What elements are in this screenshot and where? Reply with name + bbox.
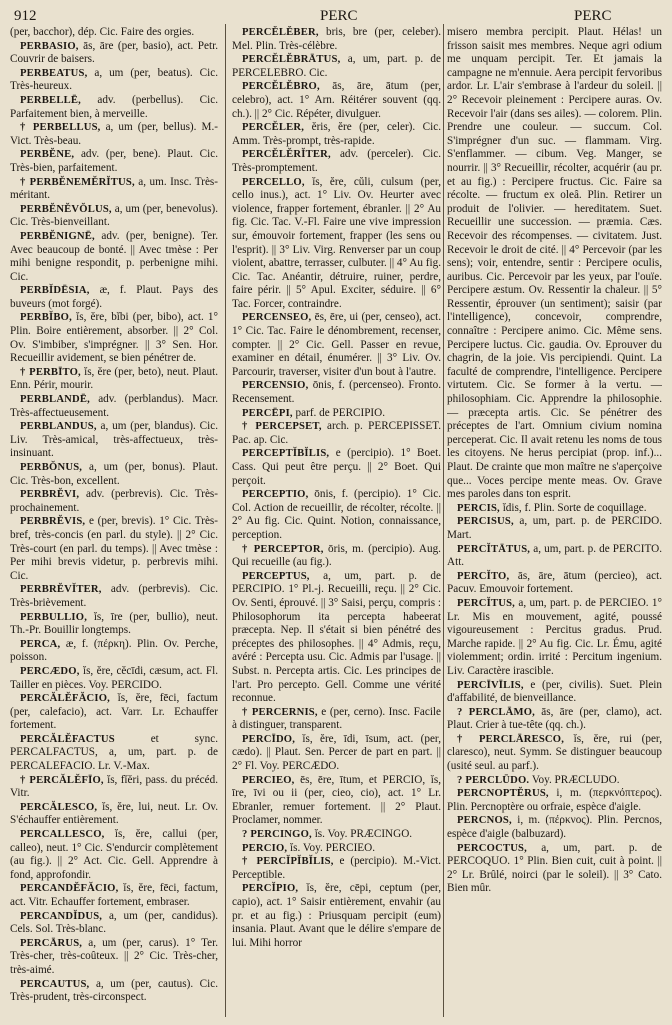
entry-headword: PERCNOS,: [457, 815, 512, 827]
dictionary-entry: [10, 611, 218, 638]
dictionary-entry: [232, 706, 441, 733]
entry-headword: PERCENSIO,: [242, 380, 309, 392]
dictionary-entry: [10, 978, 218, 1005]
entry-definition: ās, āre, ātum (per, celebro), act. 1° Arn. Réitérer souvent (qq. ch.). || 2° Cic. Répéter, divulguer.: [232, 80, 441, 120]
entry-headword: † PERBELLUS,: [20, 122, 101, 134]
entry-headword: ? PERCINGO,: [242, 829, 312, 841]
entry-definition: a, um (per, candidus). Cels. Sol. Très-blanc.: [10, 909, 218, 936]
dictionary-entry: [10, 638, 218, 665]
entry-headword: PERBĔNIGNĒ,: [20, 230, 95, 242]
entry-definition: e (per, brevis). 1° Cic. Très-bref, très-concis (en parl. du style). || 2° Cic. Très-court (en parl. du temps). || Avec tmèse : Per mihi brevis videtur, p. perbrevis mihi. Cic.: [10, 515, 218, 582]
entry-headword: PERCEPTUS,: [242, 570, 310, 582]
entry-headword: PERCĂLĔFĂCIO,: [20, 693, 111, 705]
dictionary-entry: [232, 882, 441, 950]
entry-definition: ĭs, ĕre, cēpi, ceptum (per, capio), act. 1° Saisir entièrement, envahir (au pr. et au fig.) : Priusquam percipit (eum) insania. Plaut. Avant que le délire s'empare de lui. Mihi horror: [232, 882, 441, 949]
entry-definition: adv. (perbrevis). Cic. Très-prochainement.: [10, 488, 218, 514]
entry-definition: a, um (per, bonus). Plaut. Cic. Très-bon, excellent.: [10, 461, 218, 487]
entry-headword: PERCÆDO,: [20, 665, 80, 677]
entry-headword: PERCEPTĬBĬLIS,: [242, 448, 330, 460]
entry-definition: a, um, part. p. de PERCOQUO. 1° Plin. Bien cuit, cuit à point. || 2° Lr. Brûlé, noirci (par le soleil). || 3° Cato. Bien mûr.: [447, 841, 662, 895]
entry-definition: a, um (per, bellus). M.-Vict. Très-beau.: [10, 121, 218, 147]
entry-definition: a, um, part. p. de PERCIPIO. 1° Pl.-j. Recueilli, reçu. || 2° Cic. Ov. Senti, éprouvé. || 3° Saisi, perçu, compris : Philosophorum ita percepta habeerat præcepta. Nep. Il s'était si bien pénétré des préceptes des philosophes. || 4° Admis, reçu, avéré : Percepta usu. Cic. Admis par l'usage. || Subst. n. Percepta artis. Cic. Les principes de l'art. Pro percepto. Gell. Comme une vérité reconnue.: [232, 569, 441, 705]
entry-headword: PERCĬTĀTUS,: [457, 543, 531, 555]
entry-definition: ōnis, f. (percipio). 1° Cic. Col. Action de recueillir, de récolter, récolte. || 2° Au fig. Cic. Quint. Notion, connaissance, perception.: [232, 488, 441, 541]
entry-definition: æ, f. (πέρκη). Plin. Ov. Perche, poisson.: [10, 637, 218, 664]
entry-definition: a, um, part. p. de PERCITO. Att.: [447, 542, 662, 569]
entry-headword: ? PERCLĀMO,: [457, 706, 536, 718]
dictionary-entry: [232, 80, 441, 121]
dictionary-entry: [232, 26, 441, 53]
entry-definition: ĭs. Voy. PRÆCINGO.: [311, 828, 413, 841]
dictionary-entry: [447, 706, 662, 733]
dictionary-entry: [10, 488, 218, 515]
dictionary-entry: [447, 597, 662, 679]
entry-headword: PERBLANDĒ,: [20, 394, 90, 406]
dictionary-entry: [10, 40, 218, 67]
entry-definition: a, um (per, carus). 1° Ter. Très-cher, très-coûteux. || 2° Cic. Très-cher, très-aimé.: [10, 936, 218, 976]
entry-definition: ĭs, ĕre, cŭli, culsum (per, cello inus.), act. 1° Liv. Ov. Heurter avec violence, frapper fortement, ébranler. || 2° Au fig. Cic. Tac. V.-Fl. Faire une vive impression sur, émouvoir fortement, frapper (les sens ou l'esprit). || 3° Liv. Virg. Renverser par un coup violent, abattre, terrasser, culbuter. || 4° Au fig. Cic. Tac. Anéantir, détruire, ruiner, perdre, faire périr. || 5° Apul. Exciter, séduire. || 6° Tac. Forcer, contraindre.: [232, 175, 441, 310]
entry-definition: adv. (per, bene). Plaut. Cic. Très-bien, parfaitement.: [10, 148, 218, 174]
dictionary-entry: [10, 774, 218, 801]
entry-definition: a, um (per, benevolus). Cic. Très-bienveillant.: [10, 202, 218, 229]
entry-definition: æ, f. Plaut. Pays des buveurs (mot forgé).: [10, 284, 218, 310]
entry-definition: (per, bacchor), dép. Cic. Faire des orgies.: [10, 26, 195, 38]
dictionary-entry: [10, 121, 218, 148]
entry-headword: PERCĒPI,: [242, 407, 293, 419]
dictionary-entry: [447, 774, 662, 788]
entry-definition: adv. (perceler). Cic. Très-promptement.: [232, 148, 441, 174]
dictionary-entry: [10, 366, 218, 393]
dictionary-entry: [10, 393, 218, 420]
entry-headword: PERCIS,: [457, 502, 500, 514]
entry-definition: ĭs, ĕre, fēci, factum, act. Vitr. Echauffer fortement, embraser.: [10, 882, 218, 908]
column-1: [10, 26, 218, 1017]
dictionary-entry: [447, 570, 662, 597]
entry-definition: ās, āre (per, clamo), act. Plaut. Crier à tue-tête (qq. ch.).: [447, 705, 662, 732]
dictionary-entry: [232, 121, 441, 148]
entry-headword: PERCALLESCO,: [20, 829, 105, 841]
entry-headword: PERCANDĬDUS,: [20, 910, 103, 922]
entry-definition: et sync. PERCALFACTUS, a, um, part. p. de PERCALEFACIO. Lr. V.-Max.: [10, 732, 218, 773]
entry-headword: PERCĪDO,: [242, 733, 296, 745]
entry-headword: PERCNOPTĔRUS,: [457, 788, 549, 800]
entry-definition: bris, bre (per, celeber). Mel. Plin. Très-célèbre.: [232, 26, 441, 52]
entry-definition: a, um, part. p. de PERCELEBRO. Cic.: [232, 53, 441, 79]
dictionary-entry: [232, 828, 441, 842]
entry-definition: e (per, cerno). Insc. Facile à distinguer, transparent.: [232, 705, 441, 732]
dictionary-entry: [10, 583, 218, 610]
running-head: PERC: [574, 8, 612, 24]
entry-headword: † PERBĔNEMĔRĬTUS,: [20, 176, 135, 188]
column-rule: [443, 24, 444, 1017]
column-2: [232, 26, 441, 1017]
column-3: [447, 26, 662, 1017]
entry-headword: † PERCERNIS,: [242, 706, 318, 718]
entry-headword: ? PERCLŪDO.: [457, 774, 530, 786]
entry-definition: ēs, ēre, ui (per, censeo), act. 1° Cic. Tac. Faire le dénombrement, recenser, compter. || 2° Cic. Gell. Passer en revue, examiner en détail, énumérer. || 3° Liv. Ov. Parcourir, traverser, visiter d'un bout à l'autre.: [232, 311, 441, 378]
entry-definition: parf. de PERCIPIO.: [292, 406, 386, 419]
dictionary-entry: [447, 787, 662, 814]
entry-definition: adv. (per, benigne). Ter. Avec beaucoup de bonté. || Avec tmèse : Per mihi benigne respondit, p. perbenigne mihi. Cic.: [10, 229, 218, 283]
entry-definition: ĭs, fĭĕri, pass. du précéd. Vitr.: [10, 773, 218, 800]
entry-headword: PERBĬBO,: [20, 312, 72, 324]
entry-definition: adv. (perbrevis). Cic. Très-brièvement.: [10, 583, 218, 609]
dictionary-entry: [10, 284, 218, 311]
dictionary-entry: [10, 828, 218, 882]
dictionary-entry: [447, 679, 662, 706]
entry-definition: ĭdis, f. Plin. Sorte de coquillage.: [499, 501, 647, 514]
entry-headword: PERCĔLĔRĬTER,: [242, 149, 331, 161]
entry-headword: PERBLANDUS,: [20, 421, 97, 433]
dictionary-entry: [10, 515, 218, 583]
dictionary-entry: [10, 733, 218, 774]
dictionary-entry: [232, 420, 441, 447]
entry-headword: PERCĬTO,: [457, 570, 510, 582]
entry-definition: ĭs, ĕre, lui, neut. Lr. Ov. S'échauffer entièrement.: [10, 800, 218, 827]
entry-definition: ĭs, ĕre, bĭbi (per, bibo), act. 1° Plin. Boire entièrement, absorber. || 2° Col. Ov. S'imbiber, s'imprégner. || 3° Sen. Hor. Recueillir avidement, se bien pénétrer de.: [10, 311, 218, 365]
entry-definition: adv. (perblandus). Macr. Très-affectueusement.: [10, 393, 218, 419]
entry-definition: a, um, part. p. de PERCIDO. Mart.: [447, 515, 662, 541]
dictionary-entry: [10, 801, 218, 828]
column-rule: [225, 24, 226, 1017]
entry-headword: PERCĀRUS,: [20, 937, 83, 949]
entry-definition: ĭs, ĕre, cĕcīdi, cæsum, act. Fl. Tailler en pièces. Voy. PERCIDO.: [10, 664, 218, 691]
entry-headword: † PERCĬPĬBĬLIS,: [242, 856, 334, 868]
entry-definition: ĕris, ĕre (per, celer). Cic. Amm. Très-prompt, très-rapide.: [232, 121, 441, 147]
dictionary-entry: [10, 176, 218, 203]
dictionary-entry: [10, 937, 218, 978]
entry-headword: PERCENSEO,: [242, 312, 312, 324]
entry-definition: e (percipio). 1° Boet. Cass. Qui peut être perçu. || 2° Boet. Qui perçoit.: [232, 447, 441, 487]
dictionary-entry: [447, 502, 662, 516]
entry-definition: misero membra percipit. Plaut. Hélas! un frisson saisit mes membres. Neque agri odium me unquam percipit. Ter. Et jamais la campagne ne m'ennuie. Aera percipit fervoribus ardor. Lr. L'air s'embrase à l'ardeur du soleil. || 2° Recevoir pleinement : Percipere auras. Ov. Recevoir l'air (dans ses ailes). — colorem. Plin. Prendre une couleur. — succum. Col. S'imprégner d'un suc. — flammam. Virg. S'enflammer. — cibum. Veg. Manger, se nourrir. || 3° Recueillir, récolter, acquérir (au pr. et au fig.) : Percipere fructus. Cic. Faire sa récolte. — fructum ex oleâ. Plin. Retirer un produit de l'olivier. — hereditatem. Suet. Recueillir une succession. — præmia. Cæs. Recevoir des récompenses. — civitatem. Just. Recevoir le droit de cité. || 4° Percevoir (par les sens); voir, entendre, sentir : Percipere oculis, auribus. Cic. Percevoir par les yeux, par l'ouïe. Percipere æstum. Ov. Ressentir la chaleur. || 5° Ressentir, éprouver (un sentiment); saisir (par l'intelligence), concevoir, comprendre, connaître : Percipere animo. Cic. Même sens. Percipere luctus. Cic. gaudia. Ov. Eprouver du chagrin, de la joie. Vis percipiendi. Quint. La faculté de comprendre, l'intelligence. Percipere virtutem. Cic. Se former à la vertu. — philosophiam. Cic. Apprendre la philosophie. — præcepta artis. Cic. Se pénétrer des préceptes de l'art. Omnium civium nomina perceperat. Cic. Il avait retenu les noms de tous les citoyens. Ne herus percipiat (prop. inf.)... Plaut. De crainte que mon maître ne s'aperçoive que... Voces percipe mente meas. Ov. Grave mes paroles dans ton esprit.: [447, 26, 662, 501]
dictionary-entry: [447, 733, 662, 774]
entry-headword: PERCISUS,: [457, 516, 514, 528]
entry-headword: PERBRĔVIS,: [20, 516, 86, 528]
entry-definition: e (percipio). M.-Vict. Perceptible.: [232, 855, 441, 881]
entry-definition: e (per, civilis). Suet. Plein d'affabilité, de bienveillance.: [447, 678, 662, 705]
entry-headword: PERCELLO,: [242, 176, 305, 188]
entry-definition: Voy. PRÆCLUDO.: [529, 773, 620, 786]
entry-headword: PERCOCTUS,: [457, 842, 527, 854]
entry-headword: PERCĔLĔBRO,: [242, 81, 320, 93]
dictionary-entry: [232, 570, 441, 706]
dictionary-entry: [10, 67, 218, 94]
dictionary-entry: [447, 515, 662, 542]
dictionary-entry: [447, 814, 662, 841]
dictionary-entry: [447, 26, 662, 502]
entry-headword: PERCA,: [20, 638, 61, 650]
entry-headword: PERCIEO,: [242, 774, 295, 786]
entry-headword: PERBELLĒ,: [20, 94, 81, 106]
dictionary-entry: [10, 94, 218, 121]
entry-headword: PERBĔNE,: [20, 149, 75, 161]
entry-headword: PERCĬTUS,: [457, 597, 516, 609]
dictionary-entry: [232, 176, 441, 312]
entry-definition: ās, āre (per, basio), act. Petr. Couvrir de baisers.: [10, 39, 218, 66]
entry-definition: ĭs, ĕre, rui (per, claresco), neut. Symm. Se distinguer beaucoup (usité seul. au parf.).: [447, 732, 662, 773]
entry-definition: arch. p. PERCEPISSET. Pac. ap. Cic.: [232, 420, 441, 446]
entry-definition: ĭs, ĕre, īdi, īsum, act. (per, cædo). || Plaut. Sen. Percer de part en part. || 2° Fl. Voy. PERCÆDO.: [232, 732, 441, 773]
entry-headword: PERBŎNUS,: [20, 462, 83, 473]
dictionary-entry: [10, 910, 218, 937]
entry-headword: † PERBĪTO,: [20, 366, 81, 378]
dictionary-entry: [232, 148, 441, 175]
dictionary-entry: [232, 543, 441, 570]
entry-headword: † PERCEPSET,: [242, 421, 322, 433]
entry-definition: a, um (per, beatus). Cic. Très-heureux.: [10, 66, 218, 93]
dictionary-entry: [10, 665, 218, 692]
entry-definition: adv. (perbellus). Cic. Parfaitement bien, à merveille.: [10, 93, 218, 120]
dictionary-entry: [10, 882, 218, 909]
entry-headword: PERBĔNĔVŎLUS,: [20, 203, 112, 215]
dictionary-entry: [447, 543, 662, 570]
dictionary-entry: [10, 692, 218, 733]
dictionary-entry: [232, 311, 441, 379]
page-number: 912: [14, 8, 37, 24]
entry-definition: i, m. (περκνόπτερος). Plin. Percnoptère ou orfraie, espèce d'aigle.: [447, 787, 662, 813]
entry-definition: ōnis, f. (percenseo). Fronto. Recensement.: [232, 379, 441, 406]
dictionary-entry: [10, 148, 218, 175]
dictionary-entry: [232, 407, 441, 421]
entry-definition: ĭs. Voy. PERCIEO.: [287, 841, 376, 854]
entry-definition: ēs, ēre, ītum, et PERCIO, ĭs, īre, īvi ou ii (per, cieo, cio), act. 1° Lr. Ebranler, remuer fortement. || 2° Plaut. Proclamer, nommer.: [232, 773, 441, 827]
dictionary-entry: [232, 733, 441, 774]
dictionary-entry: [232, 447, 441, 488]
dictionary-entry: [10, 420, 218, 461]
dictionary-entry: [232, 842, 441, 856]
entry-headword: † PERCĂLĔFĪO,: [20, 774, 104, 786]
entry-headword: PERCIO,: [242, 842, 288, 854]
dictionary-entry: [447, 842, 662, 896]
page-header: [14, 8, 658, 28]
entry-headword: PERBRĔVĬTER,: [20, 584, 102, 596]
entry-headword: PERCĔLĔBRĀTUS,: [242, 54, 341, 66]
dictionary-entry: [10, 230, 218, 284]
dictionary-entry: [10, 203, 218, 230]
entry-definition: ās, āre, ātum (percieo), act. Pacuv. Emouvoir fortement.: [447, 569, 662, 596]
entry-headword: PERBEATUS,: [20, 67, 88, 79]
entry-headword: PERBRĔVI,: [20, 489, 80, 501]
entry-headword: PERCANDĔFĂCIO,: [20, 883, 119, 895]
dictionary-entry: [10, 461, 218, 488]
dictionary-entry: [232, 379, 441, 406]
running-head: PERC: [320, 8, 358, 24]
entry-definition: ōris, m. (percipio). Aug. Qui recueille (au fig.).: [232, 542, 441, 569]
entry-definition: ĭs, ĕre, fēci, factum (per, calefacio), act. Varr. Lr. Echauffer fortement.: [10, 692, 218, 732]
entry-definition: ĭs, ĕre (per, beto), neut. Plaut. Enn. Périr, mourir.: [10, 365, 218, 392]
entry-headword: PERBULLIO,: [20, 611, 88, 623]
entry-headword: PERCĂLĔFACTUS: [20, 733, 115, 745]
entry-definition: ĭs, ĕre, callui (per, calleo), neut. 1° Cic. S'endurcir complètement (au fig.). || 2° Act. Cic. Gell. Apprendre à fond, approfondir.: [10, 828, 218, 881]
entry-headword: PERCĪVĪLIS,: [457, 679, 524, 691]
dictionary-entry: [232, 488, 441, 542]
entry-definition: ĭs, īre (per, bullio), neut. Th.-Pr. Bouillir longtemps.: [10, 610, 218, 637]
entry-definition: a, um (per, blandus). Cic. Liv. Très-amical, très-affectueux, très-insinuant.: [10, 420, 218, 460]
entry-headword: PERCĔLER,: [242, 122, 305, 134]
dictionary-entry: [10, 26, 218, 40]
entry-headword: PERBĬDĒSIA,: [20, 285, 90, 297]
entry-headword: PERCĔLĔBER,: [242, 27, 319, 38]
dictionary-entry: [232, 53, 441, 80]
entry-headword: PERCĬPIO,: [242, 883, 299, 895]
entry-headword: PERBASIO,: [20, 40, 79, 52]
entry-definition: i, m. (πέρκνος). Plin. Percnos, espèce d'aigle (balbuzard).: [447, 814, 662, 841]
entry-headword: PERCEPTIO,: [242, 489, 309, 501]
entry-headword: PERCĂLESCO,: [20, 801, 98, 813]
entry-definition: a, um, part. p. de PERCIEO. 1° Lr. Mis en mouvement, agité, poussé vigoureusement : Percitus gradus. Prud. Marche rapide. || 2° Au fig. Cic. Lr. Ému, agité violemment; ordin. irrité : Percitum ingenium. Liv. Caractère irascible.: [447, 596, 662, 677]
dictionary-entry: [232, 855, 441, 882]
entry-headword: † PERCLĀRESCO,: [457, 733, 565, 745]
entry-headword: † PERCEPTOR,: [242, 543, 324, 555]
entry-headword: PERCAUTUS,: [20, 978, 90, 990]
entry-definition: a, um. Insc. Très-méritant.: [10, 175, 218, 202]
entry-definition: a, um (per, cautus). Cic. Très-prudent, très-circonspect.: [10, 977, 218, 1004]
dictionary-entry: [10, 311, 218, 365]
dictionary-entry: [232, 774, 441, 828]
